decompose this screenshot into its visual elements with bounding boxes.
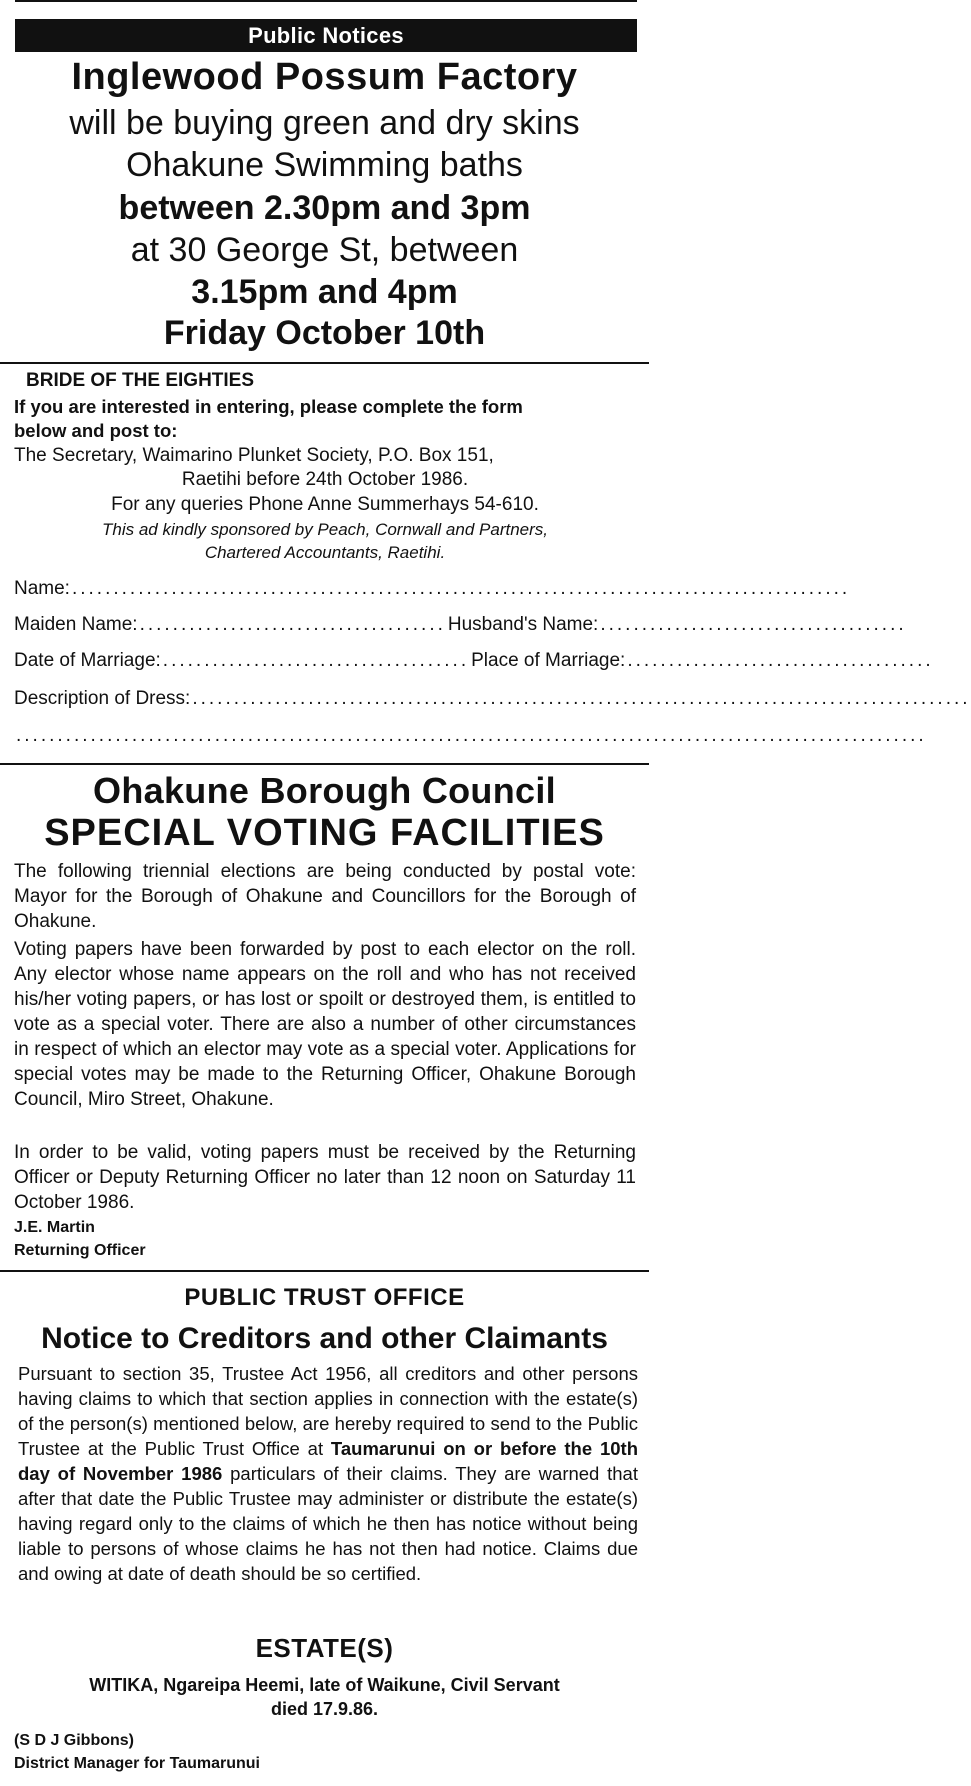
form-row-dress-continued <box>14 725 927 747</box>
bride-intro-line1: If you are interested in entering, please complete the form <box>14 396 523 417</box>
possum-line2: Ohakune Swimming baths <box>126 146 523 184</box>
trust-signer: (S D J Gibbons) <box>14 1732 134 1749</box>
trust-paragraph <box>18 1361 638 1586</box>
estate-entry-line2: died 17.9.86. <box>270 1699 379 1719</box>
husbands-name-label: Husband's Name: <box>447 614 599 635</box>
trust-deadline: Taumarunui on or before the 10th day of November 1986 <box>18 1438 639 1484</box>
bride-sponsor-line1: This ad kindly sponsored by Peach, Cornwall and Partners, <box>101 520 548 539</box>
form-row-dress <box>14 688 971 710</box>
council-title: Ohakune Borough Council <box>93 770 556 811</box>
trust-paragraph-start: Pursuant to section 35, Trustee Act 1956, all creditors and other persons having claims to which that section applies in connection with the estate(s) of the person(s) mentioned below, are hereby required to send to the Public Trustee at the Public Trust Office at <box>18 1363 638 1459</box>
public-notices-banner: Public Notices <box>15 19 637 52</box>
bride-sponsor-line2: Chartered Accountants, Raetihi. <box>204 543 446 562</box>
husbands-name-field[interactable]: ..................................... <box>600 614 907 635</box>
council-paragraph-3: In order to be valid, voting papers must be received by the Returning Officer or Deputy Returning Officer no later than 12 noon on Saturday 11 October 1986. <box>14 1142 636 1213</box>
possum-title: Inglewood Possum Factory <box>71 56 578 98</box>
possum-date: Friday October 10th <box>163 314 486 352</box>
form-row-name <box>14 578 851 600</box>
trust-heading: Notice to Creditors and other Claimants <box>41 1322 608 1355</box>
maiden-name-field[interactable]: ..................................... <box>139 614 446 635</box>
divider <box>0 1270 649 1272</box>
council-signer: J.E. Martin <box>14 1219 95 1236</box>
council-subtitle: SPECIAL VOTING FACILITIES <box>44 812 605 854</box>
trust-office: PUBLIC TRUST OFFICE <box>184 1284 465 1311</box>
bride-address-line1: The Secretary, Waimarino Plunket Society, P.O. Box 151, <box>14 445 494 466</box>
date-of-marriage-field[interactable]: ..................................... <box>162 650 470 671</box>
name-field[interactable]: .............................................................................................. <box>71 578 851 599</box>
description-of-dress-field-line2[interactable]: .............................................................................................................. <box>16 725 927 746</box>
bride-intro-line2: below and post to: <box>14 420 178 441</box>
place-of-marriage-field[interactable]: ..................................... <box>627 650 934 671</box>
form-row-maiden <box>14 614 907 636</box>
possum-line1: will be buying green and dry skins <box>69 104 580 142</box>
bride-address-line2: Raetihi before 24th October 1986. <box>181 469 469 490</box>
possum-time1: between 2.30pm and 3pm <box>118 189 531 227</box>
place-of-marriage-label: Place of Marriage: <box>471 650 626 671</box>
top-rule <box>15 0 637 2</box>
maiden-name-label: Maiden Name: <box>14 614 138 635</box>
name-label: Name: <box>14 578 70 599</box>
description-of-dress-label: Description of Dress: <box>14 688 191 709</box>
trust-signer-role: District Manager for Taumarunui <box>14 1755 260 1772</box>
divider <box>0 763 649 765</box>
possum-line3: at 30 George St, between <box>130 231 519 269</box>
estates-heading: ESTATE(S) <box>255 1633 394 1663</box>
council-paragraph-2: Voting papers have been forwarded by post to each elector on the roll. Any elector whose name appears on the roll and who has not received his/her voting papers, or has lost or spoilt or destroyed them, is entitled to vote as a special voter. There are also a number of other circumstances in respect of which an elector may vote as a special voter. Applications for special votes may be made to the Returning Officer, Ohakune Borough Council, Miro Street, Ohakune. <box>14 939 636 1110</box>
bride-queries: For any queries Phone Anne Summerhays 54-610. <box>111 494 539 515</box>
date-of-marriage-label: Date of Marriage: <box>14 650 161 671</box>
bride-title: BRIDE OF THE EIGHTIES <box>26 370 255 391</box>
council-paragraph-1: The following triennial elections are being conducted by postal vote: Mayor for the Borough of Ohakune and Councillors for the Borough of Ohakune. <box>14 861 636 932</box>
council-signer-role: Returning Officer <box>14 1242 146 1259</box>
estate-entry-line1: WITIKA, Ngareipa Heemi, late of Waikune, Civil Servant <box>89 1675 560 1695</box>
description-of-dress-field[interactable]: .............................................................................................. <box>192 688 971 709</box>
possum-time2: 3.15pm and 4pm <box>191 273 458 311</box>
divider <box>0 362 649 364</box>
form-row-marriage <box>14 650 934 672</box>
trust-paragraph-end: particulars of their claims. They are warned that after that date the Public Trustee may administer or distribute the estate(s) having regard only to the claims of which he then has notice without being liable to persons of whose claims he has not then had notice. Claims due and owing at date of death should be so certified. <box>18 1463 638 1584</box>
